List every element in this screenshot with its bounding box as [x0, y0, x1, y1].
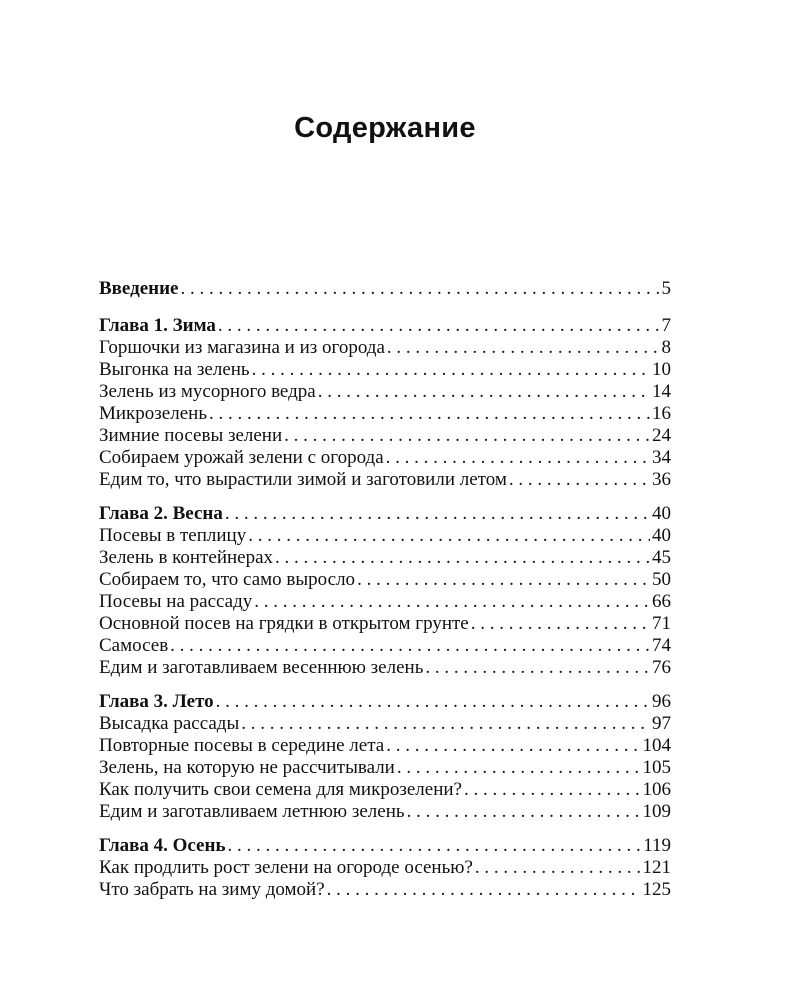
toc-entry-label: Собираем то, что само выросло: [99, 569, 356, 590]
toc-chapter-heading: [99, 691, 671, 713]
toc-page-number: 106: [642, 779, 671, 800]
toc-page-number: 5: [661, 278, 671, 299]
dot-leader: [318, 381, 650, 403]
toc-entry-label: Едим и заготавливаем летнюю зелень: [99, 801, 405, 822]
toc-page-number: 40: [652, 525, 671, 546]
toc-entry-label: Как получить свои семена для микрозелени?: [99, 779, 462, 800]
toc-page-number: 24: [652, 425, 671, 446]
toc-page-number: 8: [661, 337, 671, 358]
toc-entry-label: Микрозелень: [99, 403, 207, 424]
toc-page-number: 7: [661, 315, 671, 336]
toc-section-intro: [99, 278, 671, 300]
toc-section-chapter-1: [99, 315, 671, 491]
toc-page-number: 105: [642, 757, 671, 778]
dot-leader: [241, 713, 650, 735]
toc-entry-label: Зелень, на которую не рассчитывали: [99, 757, 395, 778]
toc-page-number: 109: [642, 801, 671, 822]
toc-entry: [99, 713, 671, 735]
toc-entry: [99, 657, 671, 679]
table-of-contents: [99, 278, 671, 913]
toc-entry-label: Основной посев на грядки в открытом грунте: [99, 613, 469, 634]
toc-chapter-label: Глава 1. Зима: [99, 315, 216, 336]
toc-page-number: 50: [652, 569, 671, 590]
dot-leader: [218, 315, 660, 337]
toc-entry-label: Введение: [99, 278, 179, 299]
dot-leader: [387, 337, 660, 359]
dot-leader: [228, 835, 642, 857]
dot-leader: [327, 879, 641, 901]
toc-entry-label: Зимние посевы зелени: [99, 425, 283, 446]
toc-entry-label: Зелень в контейнерах: [99, 547, 274, 568]
toc-page-number: 10: [652, 359, 671, 380]
dot-leader: [397, 757, 641, 779]
toc-entry: [99, 547, 671, 569]
toc-page-number: 36: [652, 469, 671, 490]
toc-entry-label: Едим и заготавливаем весеннюю зелень: [99, 657, 424, 678]
toc-entry: [99, 447, 671, 469]
toc-entry-intro: [99, 278, 671, 300]
toc-entry: [99, 525, 671, 547]
toc-page-number: 104: [642, 735, 671, 756]
toc-entry-label: Повторные посевы в середине лета: [99, 735, 385, 756]
toc-entry: [99, 591, 671, 613]
dot-leader: [216, 691, 650, 713]
toc-page-number: 76: [652, 657, 671, 678]
toc-chapter-heading: [99, 835, 671, 857]
toc-entry: [99, 359, 671, 381]
dot-leader: [254, 591, 650, 613]
toc-page-number: 66: [652, 591, 671, 612]
toc-entry-label: Горшочки из магазина и из огорода: [99, 337, 385, 358]
toc-chapter-label: Глава 2. Весна: [99, 503, 223, 524]
toc-section-chapter-3: [99, 691, 671, 823]
toc-entry-label: Посевы на рассаду: [99, 591, 253, 612]
dot-leader: [464, 779, 641, 801]
toc-page-number: 119: [643, 835, 671, 856]
toc-section-chapter-2: [99, 503, 671, 679]
dot-leader: [209, 403, 650, 425]
toc-page-number: 16: [652, 403, 671, 424]
dot-leader: [386, 735, 640, 757]
toc-page-number: 71: [652, 613, 671, 634]
toc-page-number: 45: [652, 547, 671, 568]
toc-entry: [99, 779, 671, 801]
dot-leader: [407, 801, 641, 823]
toc-entry: [99, 613, 671, 635]
dot-leader: [475, 857, 641, 879]
dot-leader: [509, 469, 650, 491]
toc-entry-label: Что забрать на зиму домой?: [99, 879, 325, 900]
dot-leader: [386, 447, 650, 469]
toc-page-number: 121: [642, 857, 671, 878]
dot-leader: [357, 569, 650, 591]
dot-leader: [170, 635, 650, 657]
toc-chapter-label: Глава 3. Лето: [99, 691, 214, 712]
dot-leader: [225, 503, 650, 525]
toc-entry-label: Зелень из мусорного ведра: [99, 381, 316, 402]
dot-leader: [252, 359, 650, 381]
toc-entry-label: Самосев: [99, 635, 169, 656]
toc-entry: [99, 569, 671, 591]
toc-page-number: 40: [652, 503, 671, 524]
toc-entry-label: Как продлить рост зелени на огороде осенью?: [99, 857, 473, 878]
page-title: Содержание: [294, 112, 476, 144]
toc-entry-label: Высадка рассады: [99, 713, 240, 734]
toc-entry: [99, 469, 671, 491]
toc-entry: [99, 635, 671, 657]
toc-entry: [99, 425, 671, 447]
toc-page-number: 97: [652, 713, 671, 734]
toc-entry: [99, 857, 671, 879]
toc-entry-label: Выгонка на зелень: [99, 359, 250, 380]
toc-page-number: 34: [652, 447, 671, 468]
toc-entry: [99, 735, 671, 757]
toc-page-number: 125: [642, 879, 671, 900]
toc-chapter-heading: [99, 315, 671, 337]
dot-leader: [275, 547, 650, 569]
toc-section-chapter-4: [99, 835, 671, 901]
dot-leader: [284, 425, 650, 447]
dot-leader: [181, 278, 660, 300]
toc-entry-label: Едим то, что вырастили зимой и заготовили летом: [99, 469, 507, 490]
toc-entry-label: Посевы в теплицу: [99, 525, 247, 546]
dot-leader: [425, 657, 650, 679]
toc-entry: [99, 381, 671, 403]
toc-page-number: 14: [652, 381, 671, 402]
toc-entry: [99, 757, 671, 779]
toc-entry: [99, 337, 671, 359]
toc-entry: [99, 403, 671, 425]
toc-entry: [99, 801, 671, 823]
toc-chapter-heading: [99, 503, 671, 525]
dot-leader: [248, 525, 650, 547]
toc-page-number: 96: [652, 691, 671, 712]
toc-entry: [99, 879, 671, 901]
toc-entry-label: Собираем урожай зелени с огорода: [99, 447, 384, 468]
toc-chapter-label: Глава 4. Осень: [99, 835, 226, 856]
toc-page-number: 74: [652, 635, 671, 656]
dot-leader: [471, 613, 650, 635]
